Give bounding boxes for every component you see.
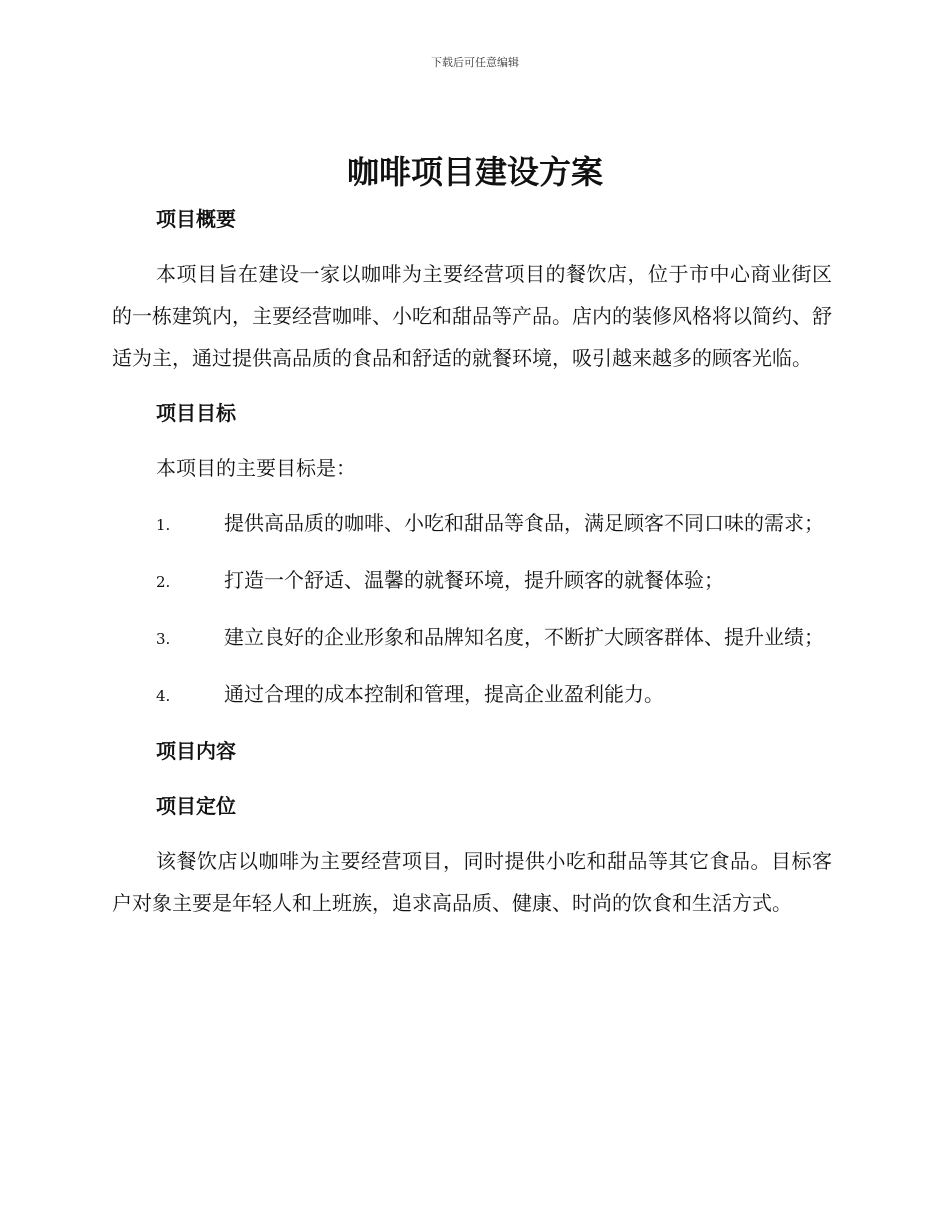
document-body <box>112 198 832 937</box>
section-heading-goals: 项目目标 <box>156 401 236 425</box>
section-heading-overview: 项目概要 <box>156 207 236 231</box>
goal-list-item <box>112 559 832 603</box>
goal-list-item <box>112 502 832 546</box>
goal-list-item <box>112 673 832 717</box>
page-header-note: 下载后可任意编辑 <box>431 56 519 69</box>
goals-intro-paragraph: 本项目的主要目标是： <box>156 456 356 480</box>
goal-text: 建立良好的企业形象和品牌知名度，不断扩大顾客群体、提升业绩； <box>224 625 824 649</box>
goal-text: 提供高品质的咖啡、小吃和甜品等食品，满足顾客不同口味的需求； <box>224 511 824 535</box>
section-heading-positioning: 项目定位 <box>156 794 236 818</box>
overview-paragraph: 本项目旨在建设一家以咖啡为主要经营项目的餐饮店，位于市中心商业街区的一栋建筑内，主要经营咖啡、小吃和甜品等产品。店内的装修风格将以简约、舒适为主，通过提供高品质的食品和舒适的就餐环境，吸引越来越多的顾客光临。 <box>112 262 832 370</box>
goal-number: 4. <box>156 687 171 705</box>
goal-text: 打造一个舒适、温馨的就餐环境，提升顾客的就餐体验； <box>224 568 724 592</box>
goal-text: 通过合理的成本控制和管理，提高企业盈利能力。 <box>224 682 664 706</box>
goal-number: 2. <box>156 573 171 591</box>
goal-number: 1. <box>156 516 171 534</box>
goal-list-item <box>112 616 832 660</box>
goal-number: 3. <box>156 630 171 648</box>
section-heading-content: 项目内容 <box>156 739 236 763</box>
positioning-paragraph: 该餐饮店以咖啡为主要经营项目，同时提供小吃和甜品等其它食品。目标客户对象主要是年轻人和上班族，追求高品质、健康、时尚的饮食和生活方式。 <box>112 849 832 915</box>
document-title: 咖啡项目建设方案 <box>346 153 603 191</box>
